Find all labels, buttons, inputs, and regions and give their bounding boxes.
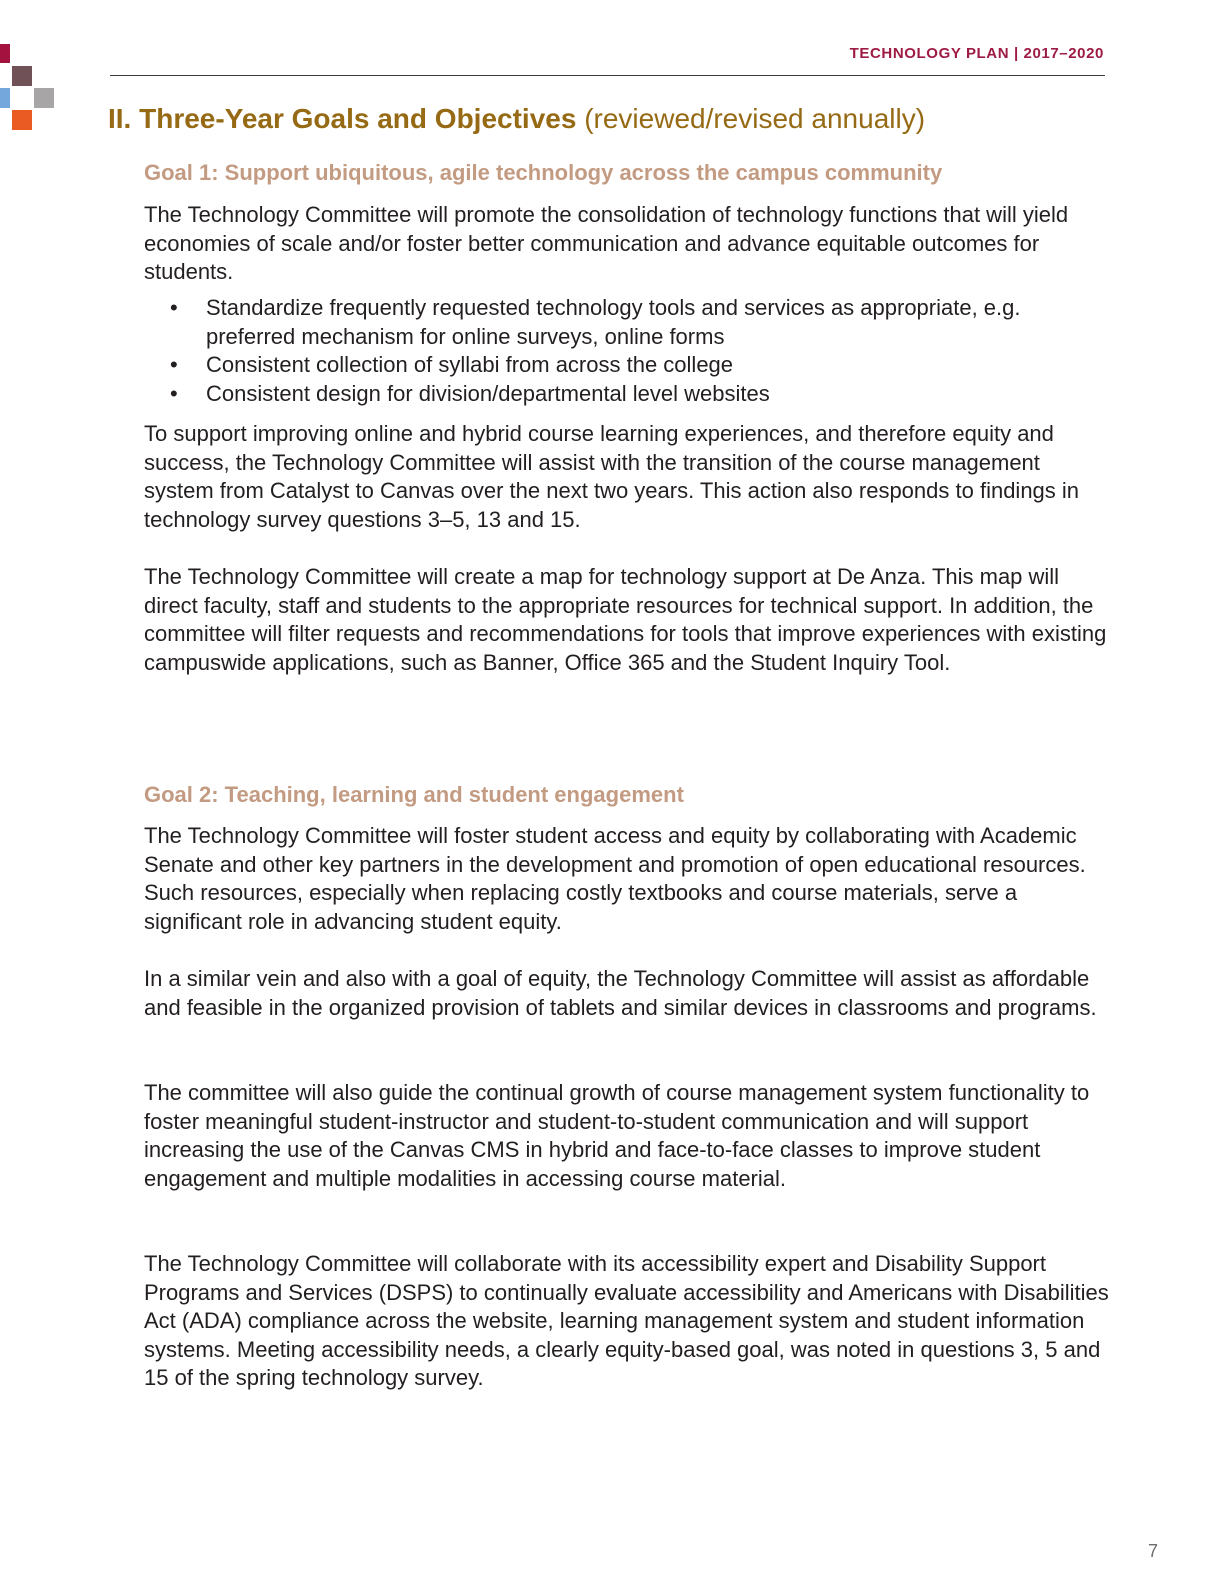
page-number: 7 bbox=[1147, 1541, 1158, 1561]
goal1-paragraph-3: The Technology Committee will create a map for technology support at De Anza. This map will direct faculty, staff and students to the appropriate resources for technical support. In addition, the committee will filter requests and recommendations for tools that improve experiences with existing campuswide applications, such as Banner, Office 365 and the Student Inquiry Tool. bbox=[144, 564, 1107, 675]
goal1-bullet-list bbox=[170, 294, 1086, 408]
goal1-heading: Goal 1: Support ubiquitous, agile technology across the campus community bbox=[144, 160, 943, 185]
bullet-text: Standardize frequently requested technology tools and services as appropriate, e.g. preferred mechanism for online surveys, online forms bbox=[206, 295, 1021, 349]
goal1-intro-paragraph: The Technology Committee will promote the consolidation of technology functions that will yield economies of scale and/or foster better communication and advance equitable outcomes for students. bbox=[144, 202, 1069, 284]
goal1-paragraph-2: To support improving online and hybrid course learning experiences, and therefore equity and success, the Technology Committee will assist with the transition of the course management system from Catalyst to Canvas over the next two years. This action also responds to findings in technology survey questions 3–5, 13 and 15. bbox=[144, 421, 1080, 532]
goal2-paragraph-3: The committee will also guide the continual growth of course management system functionality to foster meaningful student-instructor and student-to-student communication and will support increasing the use of the Canvas CMS in hybrid and face-to-face classes to improve student engagement and multiple modalities in accessing course material. bbox=[144, 1080, 1090, 1191]
goal2-heading: Goal 2: Teaching, learning and student engagement bbox=[144, 782, 684, 807]
section-title-bold: II. Three-Year Goals and Objectives bbox=[108, 103, 577, 134]
header-rule bbox=[110, 75, 1105, 76]
bullet-text: Consistent collection of syllabi from across the college bbox=[206, 352, 734, 377]
running-header: TECHNOLOGY PLAN | 2017–2020 bbox=[849, 45, 1104, 62]
bullet-text: Consistent design for division/departmental level websites bbox=[206, 380, 770, 406]
list-item bbox=[170, 380, 1086, 409]
list-item bbox=[170, 351, 1086, 380]
decor-square-orange bbox=[12, 110, 32, 130]
goal2-paragraph-4: The Technology Committee will collaborate with its accessibility expert and Disability Support Programs and Services (DSPS) to continually evaluate accessibility and Americans with Disabilities Act (ADA) compliance across the website, learning management system and student information systems. Meeting accessibility needs, a clearly equity-based goal, was noted in questions 3, 5 and 15 of the spring technology survey. bbox=[144, 1251, 1109, 1390]
decor-square-gray bbox=[34, 88, 54, 108]
decor-square-blue bbox=[0, 88, 10, 108]
section-heading bbox=[108, 101, 925, 137]
list-item bbox=[170, 294, 1086, 351]
decor-square-crimson bbox=[0, 44, 10, 63]
bullet-marker: • bbox=[170, 295, 178, 320]
goal2-paragraph-1: The Technology Committee will foster student access and equity by collaborating with Academic Senate and other key partners in the development and promotion of open educational resources. Such resources, especially when replacing costly textbooks and course materials, serve a significant role in advancing student equity. bbox=[144, 823, 1086, 934]
bullet-marker: • bbox=[170, 352, 178, 377]
goal2-paragraph-2: In a similar vein and also with a goal of equity, the Technology Committee will assist as affordable and feasible in the organized provision of tablets and similar devices in classrooms and programs. bbox=[144, 966, 1097, 1020]
decor-square-mauve bbox=[12, 66, 32, 86]
bullet-marker: • bbox=[170, 380, 178, 406]
section-title-light: (reviewed/revised annually) bbox=[584, 103, 926, 134]
